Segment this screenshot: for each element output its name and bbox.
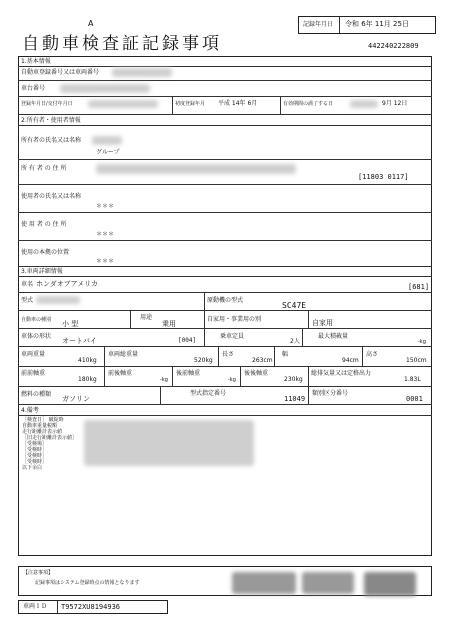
use-label: 用途 <box>140 314 153 321</box>
notes-text: 記録事項はシステム登録時点の情報となります <box>35 580 140 586</box>
chassis-label: 車台番号 <box>21 85 46 92</box>
redacted-remarks <box>84 420 254 466</box>
document-title: 自動車検査証記録事項 <box>22 34 222 54</box>
maker-value: ホンダオブアメリカ <box>36 280 99 288</box>
reg-date-label: 登録年月日/交付年月日 <box>21 101 73 107</box>
vehicle-id-value: T9572XU8194936 <box>61 603 121 611</box>
redacted-owner-address <box>96 164 296 174</box>
class-number-label: 類別区分番号 <box>312 390 349 397</box>
kind-value: 小 型 <box>62 320 79 328</box>
model-label: 型式 <box>21 297 34 304</box>
capacity-label: 乗車定員 <box>220 333 245 340</box>
redacted-reg-date <box>88 100 158 108</box>
remarks-line: ［受検場］ <box>22 441 48 447</box>
vehicle-id-box <box>18 600 168 614</box>
engine-value: SC47E <box>282 301 307 310</box>
fuel-label: 燃料の種類 <box>21 391 52 398</box>
remarks-line: 走行距離計表示値 <box>22 429 63 435</box>
user-name-label: 使用者の氏名又は名称 <box>21 193 82 200</box>
body-label: 車体の形状 <box>21 333 52 340</box>
type-number-label: 型式指定番号 <box>190 390 227 397</box>
remarks-line: 以下余白 <box>22 465 43 471</box>
front-front-axle-label: 前前軸重 <box>21 370 46 377</box>
vehicle-id-label: 車両ＩＤ <box>23 603 48 610</box>
type-number-value: 11049 <box>284 395 306 403</box>
max-load-value: -kg <box>418 339 426 345</box>
owner-address-code: [11803 0117] <box>358 173 409 181</box>
owner-name-suffix: グループ <box>96 149 120 156</box>
rear-front-axle-value: -kg <box>228 377 236 383</box>
maker-label: 車名 <box>21 281 34 288</box>
user-address-label: 使 用 者 の 住 所 <box>21 221 67 228</box>
length-value: 263cm <box>252 357 273 364</box>
height-label: 高さ <box>366 351 379 358</box>
displacement-value: 1.83L <box>404 376 421 383</box>
redacted-chassis <box>60 84 150 93</box>
engine-label: 原動機の型式 <box>207 297 244 304</box>
record-date-box <box>298 16 436 34</box>
body-value: オートバイ <box>62 337 97 345</box>
weight-value: 410kg <box>78 357 97 364</box>
notes-heading: 【注意事項】 <box>23 570 54 576</box>
rear-rear-axle-label: 後後軸重 <box>244 370 269 377</box>
rear-rear-axle-value: 230kg <box>284 376 303 383</box>
first-reg-label: 初度登録年月 <box>175 101 206 107</box>
weight-label: 車両重量 <box>21 351 46 358</box>
private-value: 自家用 <box>312 319 333 327</box>
base-location-label: 使用の本拠の位置 <box>21 249 70 256</box>
section1-heading: 1.基本情報 <box>21 58 51 65</box>
section3-heading: 3.車両詳細情報 <box>21 268 63 275</box>
owner-address-label: 所 有 者 の 住 所 <box>21 165 67 172</box>
remarks-line: ［受検時］ <box>22 459 48 465</box>
remarks-line: ［受検時］ <box>22 453 48 459</box>
width-label: 幅 <box>282 351 289 358</box>
body-code: [004] <box>178 337 197 344</box>
redacted-owner-name <box>92 136 122 145</box>
redacted-model <box>36 296 80 304</box>
remarks-line: ［旧走行距離計表示値］ <box>22 435 78 441</box>
redacted-stamp <box>232 572 296 594</box>
gross-weight-value: 520kg <box>194 357 213 364</box>
remarks-line: ［受検時］ <box>22 447 48 453</box>
form-frame <box>18 56 432 556</box>
capacity-value: 2人 <box>290 338 300 345</box>
record-date-label: 記録年月日 <box>303 21 334 28</box>
expiry-value: 9月 12日 <box>382 100 408 107</box>
first-reg-value: 平成 14年 6月 <box>218 100 258 107</box>
redacted-reg-number <box>112 68 172 77</box>
base-location-value: ＊＊＊ <box>96 258 115 265</box>
redacted-stamp <box>364 572 416 596</box>
owner-name-label: 所有者の氏名又は名称 <box>21 137 82 144</box>
user-name-value: ＊＊＊ <box>96 203 115 210</box>
expiry-label: 有効期間の満了する日 <box>283 101 334 107</box>
maker-code: [681] <box>408 283 430 291</box>
rear-front-axle-label: 後前軸重 <box>176 370 201 377</box>
front-rear-axle-label: 前後軸重 <box>108 370 133 377</box>
gross-weight-label: 車両総重量 <box>108 351 139 358</box>
record-date-value: 令和 6年 11月 25日 <box>345 20 409 28</box>
width-value: 94cm <box>342 357 359 364</box>
use-value: 乗用 <box>162 320 176 328</box>
section2-heading: 2.所有者・使用者情報 <box>21 117 81 124</box>
reg-number-label: 自動車登録番号又は車両番号 <box>21 69 100 76</box>
remarks-line: ［検査日］ 破綻時 <box>22 417 64 423</box>
document-number: 442240222809 <box>368 42 419 50</box>
front-rear-axle-value: -kg <box>160 377 168 383</box>
redacted-expiry-year <box>350 100 378 108</box>
private-label: 自家用・事業用の別 <box>207 316 262 323</box>
class-number-value: 0001 <box>406 395 423 403</box>
max-load-label: 最大積載量 <box>318 333 349 340</box>
user-address-value: ＊＊＊ <box>96 231 115 238</box>
section4-heading: 4.備考 <box>21 407 39 414</box>
redacted-stamp <box>302 572 354 594</box>
remarks-line: 自動車重量税額 <box>22 423 58 429</box>
front-front-axle-value: 180kg <box>78 376 97 383</box>
length-label: 長さ <box>222 351 235 358</box>
fuel-value: ガソリン <box>62 395 90 403</box>
page-mark: A <box>88 19 94 28</box>
kind-label: 自動車の種別 <box>21 317 52 323</box>
displacement-label: 総排気量又は定格出力 <box>311 370 372 377</box>
height-value: 150cm <box>406 357 427 364</box>
